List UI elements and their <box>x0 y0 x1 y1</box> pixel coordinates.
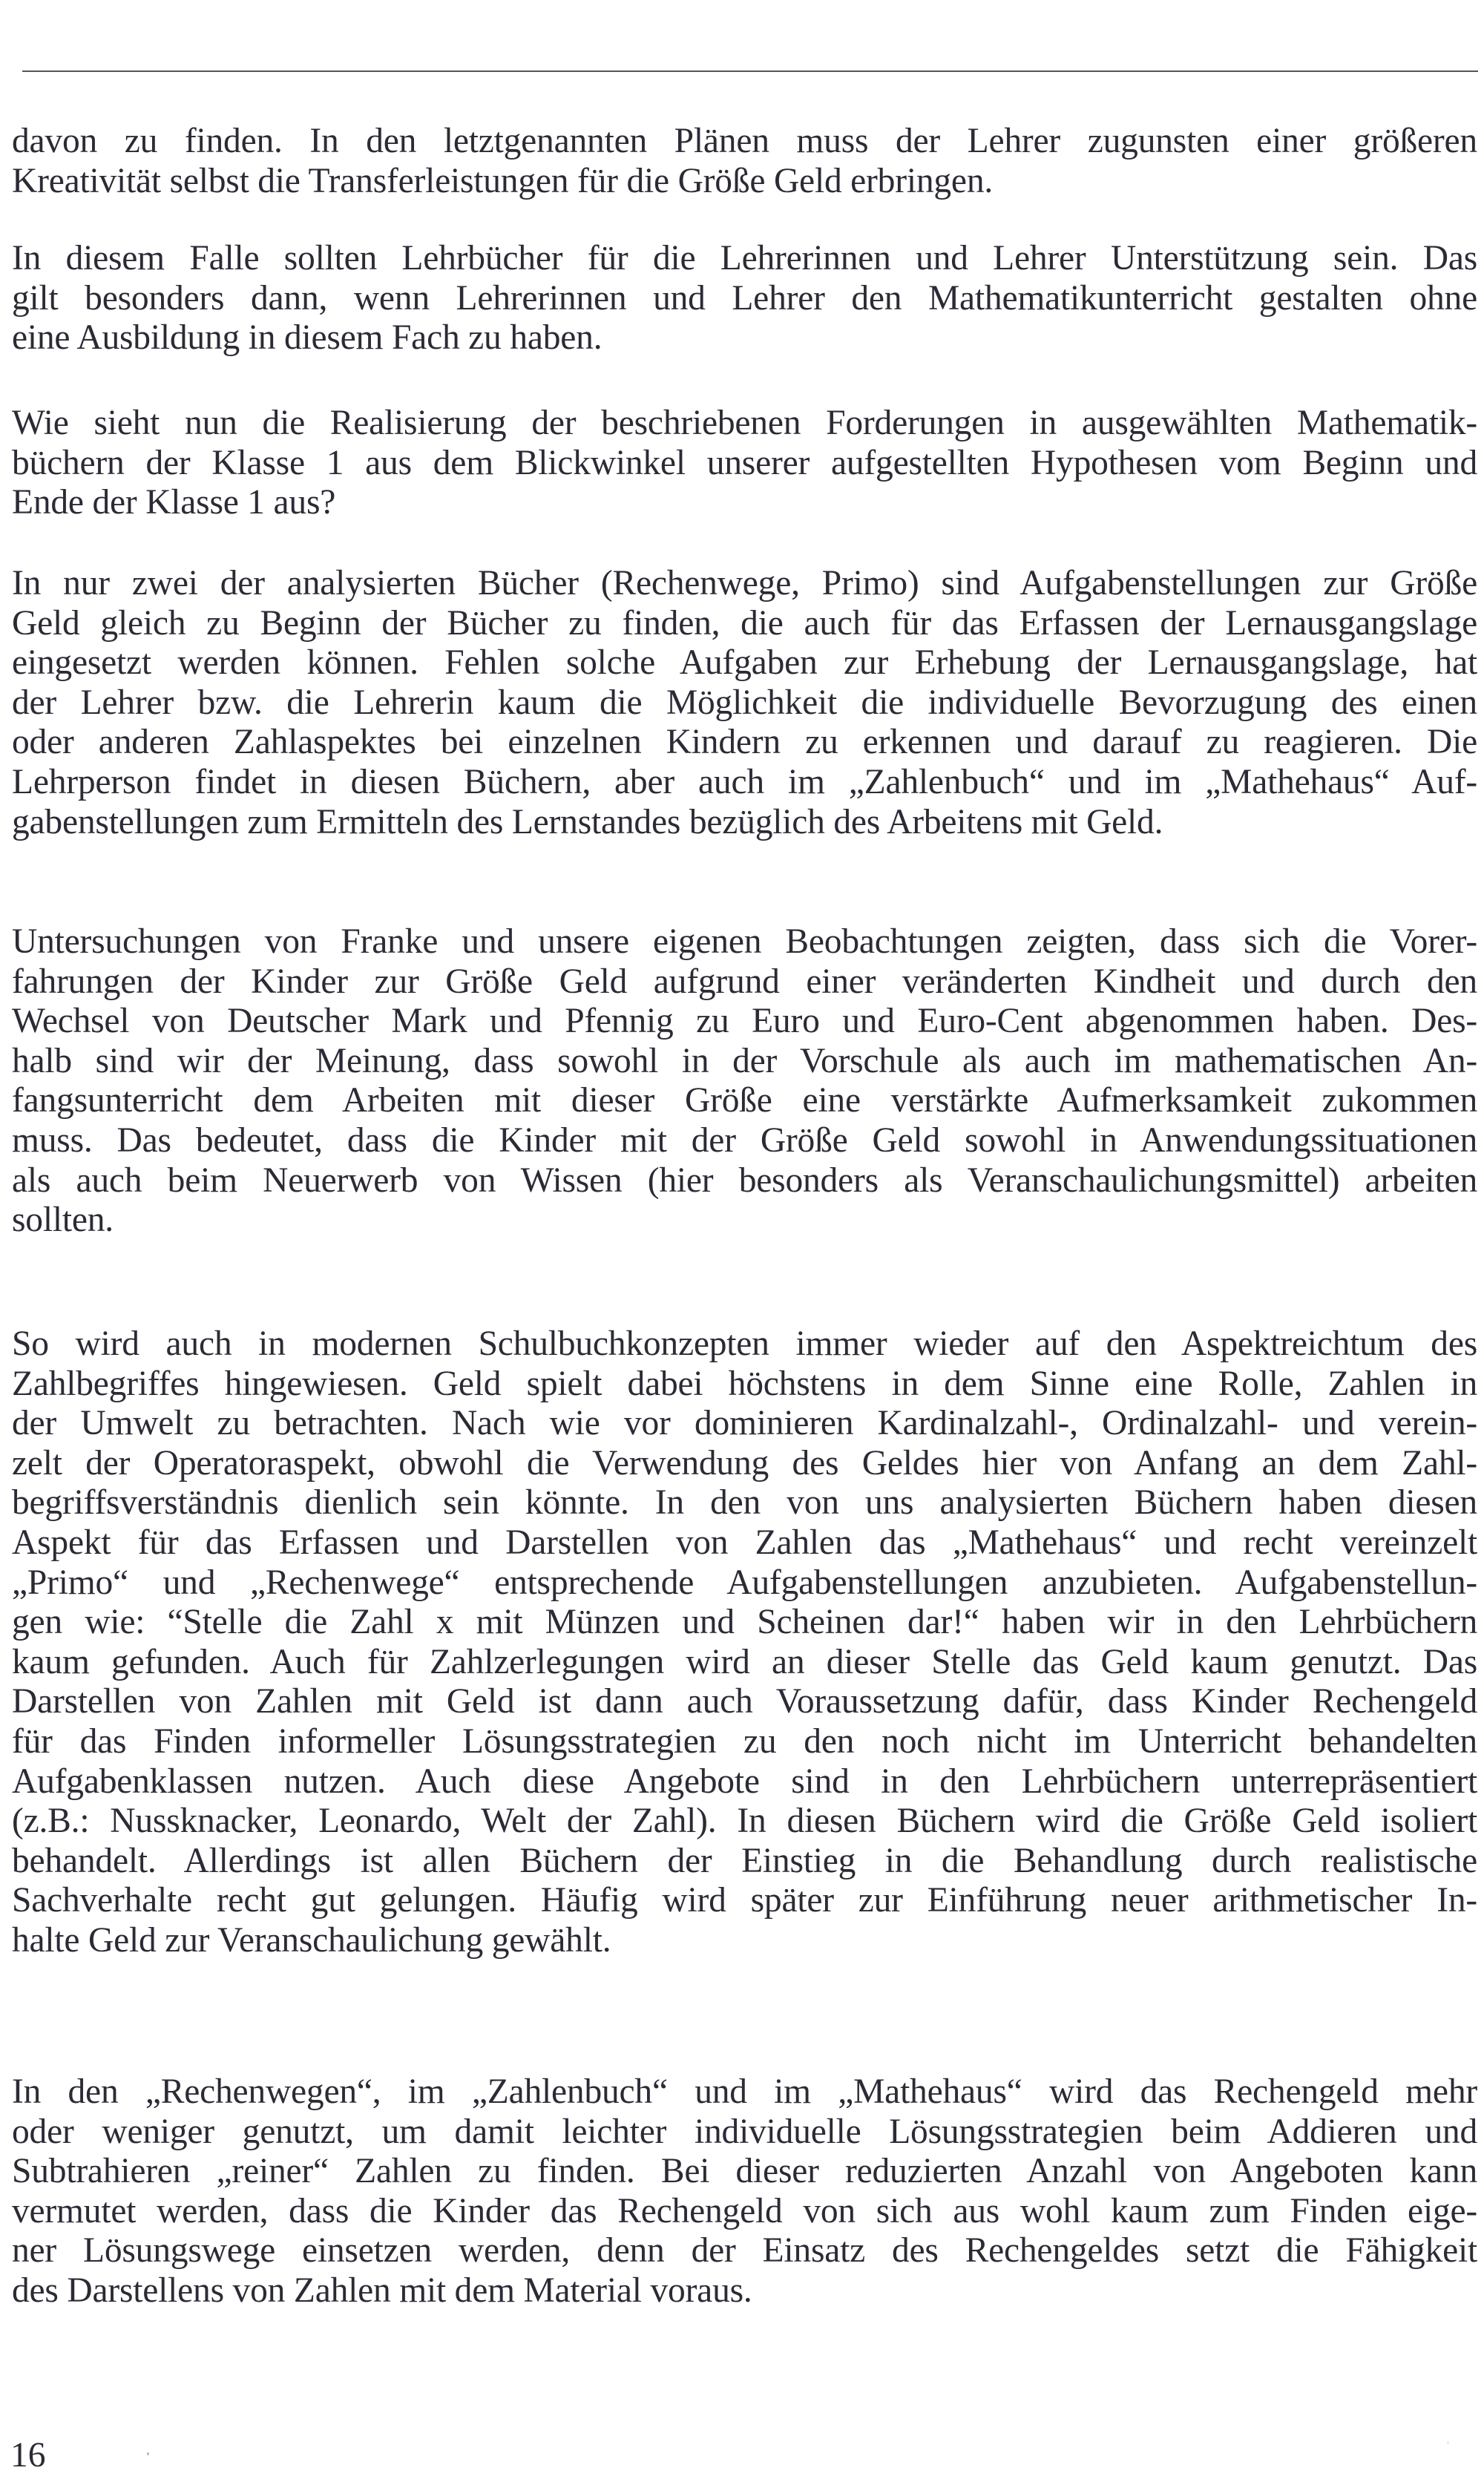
text-line: vermutet werden, dass die Kinder das Rechengeld von sich aus wohl kaum zum Finden eige- <box>12 2191 1477 2230</box>
header-rule <box>22 70 1478 72</box>
text-line: Wechsel von Deutscher Mark und Pfennig zu Euro und Euro-Cent abgenommen haben. Des- <box>12 1002 1477 1041</box>
text-line: der Lehrer bzw. die Lehrerin kaum die Möglichkeit die individuelle Bevorzugung des einen <box>12 683 1477 722</box>
text-line: sollten. <box>12 1201 114 1240</box>
text-line: „Primo“ und „Rechenwege“ entsprechende Aufgabenstellungen anzubieten. Aufgabenstellun- <box>12 1563 1477 1602</box>
text-line: fahrungen der Kinder zur Größe Geld aufgrund einer veränderten Kindheit und durch den <box>12 962 1477 1001</box>
scan-artifact <box>1447 2441 1449 2444</box>
text-line: In nur zwei der analysierten Bücher (Rechenwege, Primo) sind Aufgabenstellungen zur Größe <box>12 564 1477 603</box>
text-line: Wie sieht nun die Realisierung der beschriebenen Forderungen in ausgewählten Mathematik- <box>12 404 1477 442</box>
text-line: eingesetzt werden können. Fehlen solche Aufgaben zur Erhebung der Lernausgangslage, hat <box>12 643 1477 683</box>
text-line: So wird auch in modernen Schulbuchkonzepten immer wieder auf den Aspektreichtum des <box>12 1324 1477 1363</box>
text-line: davon zu finden. In den letztgenannten Plänen muss der Lehrer zugunsten einer größeren <box>12 122 1477 160</box>
text-line: halte Geld zur Veranschaulichung gewählt. <box>12 1920 611 1960</box>
text-line: begriffsverständnis dienlich sein könnte. In den von uns analysierten Büchern haben diesen <box>12 1483 1477 1523</box>
text-line: Zahlbegriffes hingewiesen. Geld spielt dabei höchstens in dem Sinne eine Rolle, Zahlen in <box>12 1364 1477 1403</box>
paragraph-5 <box>12 922 1477 1241</box>
text-line: gabenstellungen zum Ermitteln des Lernstandes bezüglich des Arbeitens mit Geld. <box>12 802 1163 841</box>
text-line: zelt der Operatoraspekt, obwohl die Verwendung des Geldes hier von Anfang an dem Zahl- <box>12 1443 1477 1483</box>
paragraph-7 <box>12 2072 1477 2311</box>
text-line: Subtrahieren „reiner“ Zahlen zu finden. Bei dieser reduzierten Anzahl von Angeboten kann <box>12 2152 1477 2191</box>
text-line: ner Lösungswege einsetzen werden, denn der Einsatz des Rechengeldes setzt die Fähigkeit <box>12 2231 1477 2271</box>
text-line: Geld gleich zu Beginn der Bücher zu finden, die auch für das Erfassen der Lernausgangslage <box>12 603 1477 643</box>
text-line: Kreativität selbst die Transferleistungen für die Größe Geld erbringen. <box>12 161 994 200</box>
text-line: Aufgabenklassen nutzen. Auch diese Angebote sind in den Lehrbüchern unterrepräsentiert <box>12 1762 1477 1801</box>
text-line: behandelt. Allerdings ist allen Büchern der Einstieg in die Behandlung durch realistische <box>12 1841 1477 1880</box>
text-line: muss. Das bedeutet, dass die Kinder mit der Größe Geld sowohl in Anwendungssituationen <box>12 1120 1477 1160</box>
text-line: Darstellen von Zahlen mit Geld ist dann auch Voraussetzung dafür, dass Kinder Rechengeld <box>12 1682 1477 1721</box>
text-line: In diesem Falle sollten Lehrbücher für die Lehrerinnen und Lehrer Unterstützung sein. Das <box>12 239 1477 278</box>
text-line: fangsunterricht dem Arbeiten mit dieser Größe eine verstärkte Aufmerksamkeit zukommen <box>12 1081 1477 1120</box>
text-line: Ende der Klasse 1 aus? <box>12 483 336 522</box>
text-line: Sachverhalte recht gut gelungen. Häufig wird später zur Einführung neuer arithmetischer In- <box>12 1881 1477 1920</box>
paragraph-2 <box>12 239 1477 358</box>
text-line: für das Finden informeller Lösungsstrategien zu den noch nicht im Unterricht behandelten <box>12 1721 1477 1761</box>
text-line: der Umwelt zu betrachten. Nach wie vor dominieren Kardinalzahl-, Ordinalzahl- und verein- <box>12 1404 1477 1443</box>
scan-artifact <box>147 2452 149 2455</box>
text-line: büchern der Klasse 1 aus dem Blickwinkel unserer aufgestellten Hypothesen vom Beginn und <box>12 443 1477 482</box>
text-line: Untersuchungen von Franke und unsere eigenen Beobachtungen zeigten, dass sich die Vorer- <box>12 922 1477 961</box>
text-line: oder anderen Zahlaspektes bei einzelnen Kindern zu erkennen und darauf zu reagieren. Die <box>12 723 1477 762</box>
text-line: als auch beim Neuerwerb von Wissen (hier besonders als Veranschaulichungsmittel) arbeiten <box>12 1160 1477 1200</box>
text-line: kaum gefunden. Auch für Zahlzerlegungen wird an dieser Stelle das Geld kaum genutzt. Das <box>12 1642 1477 1681</box>
text-line: (z.B.: Nussknacker, Leonardo, Welt der Zahl). In diesen Büchern wird die Größe Geld isoliert <box>12 1802 1477 1841</box>
paragraph-6 <box>12 1324 1477 1961</box>
text-line: Lehrperson findet in diesen Büchern, aber auch im „Zahlenbuch“ und im „Mathehaus“ Auf- <box>12 762 1477 801</box>
paragraph-3 <box>12 404 1477 523</box>
paragraph-4 <box>12 564 1477 842</box>
text-line: halb sind wir der Meinung, dass sowohl in der Vorschule als auch im mathematischen An- <box>12 1041 1477 1080</box>
text-line: In den „Rechenwegen“, im „Zahlenbuch“ und im „Mathehaus“ wird das Rechengeld mehr <box>12 2072 1477 2111</box>
text-line: des Darstellens von Zahlen mit dem Material voraus. <box>12 2271 752 2310</box>
text-line: gilt besonders dann, wenn Lehrerinnen und Lehrer den Mathematikunterricht gestalten ohne <box>12 278 1477 318</box>
text-line: gen wie: “Stelle die Zahl x mit Münzen und Scheinen dar!“ haben wir in den Lehrbüchern <box>12 1603 1477 1642</box>
text-line: Aspekt für das Erfassen und Darstellen von Zahlen das „Mathehaus“ und recht vereinzelt <box>12 1523 1477 1562</box>
text-line: oder weniger genutzt, um damit leichter individuelle Lösungsstrategien beim Addieren und <box>12 2112 1477 2151</box>
page-number: 16 <box>10 2436 46 2475</box>
text-line: eine Ausbildung in diesem Fach zu haben. <box>12 318 603 358</box>
paragraph-1 <box>12 122 1477 201</box>
